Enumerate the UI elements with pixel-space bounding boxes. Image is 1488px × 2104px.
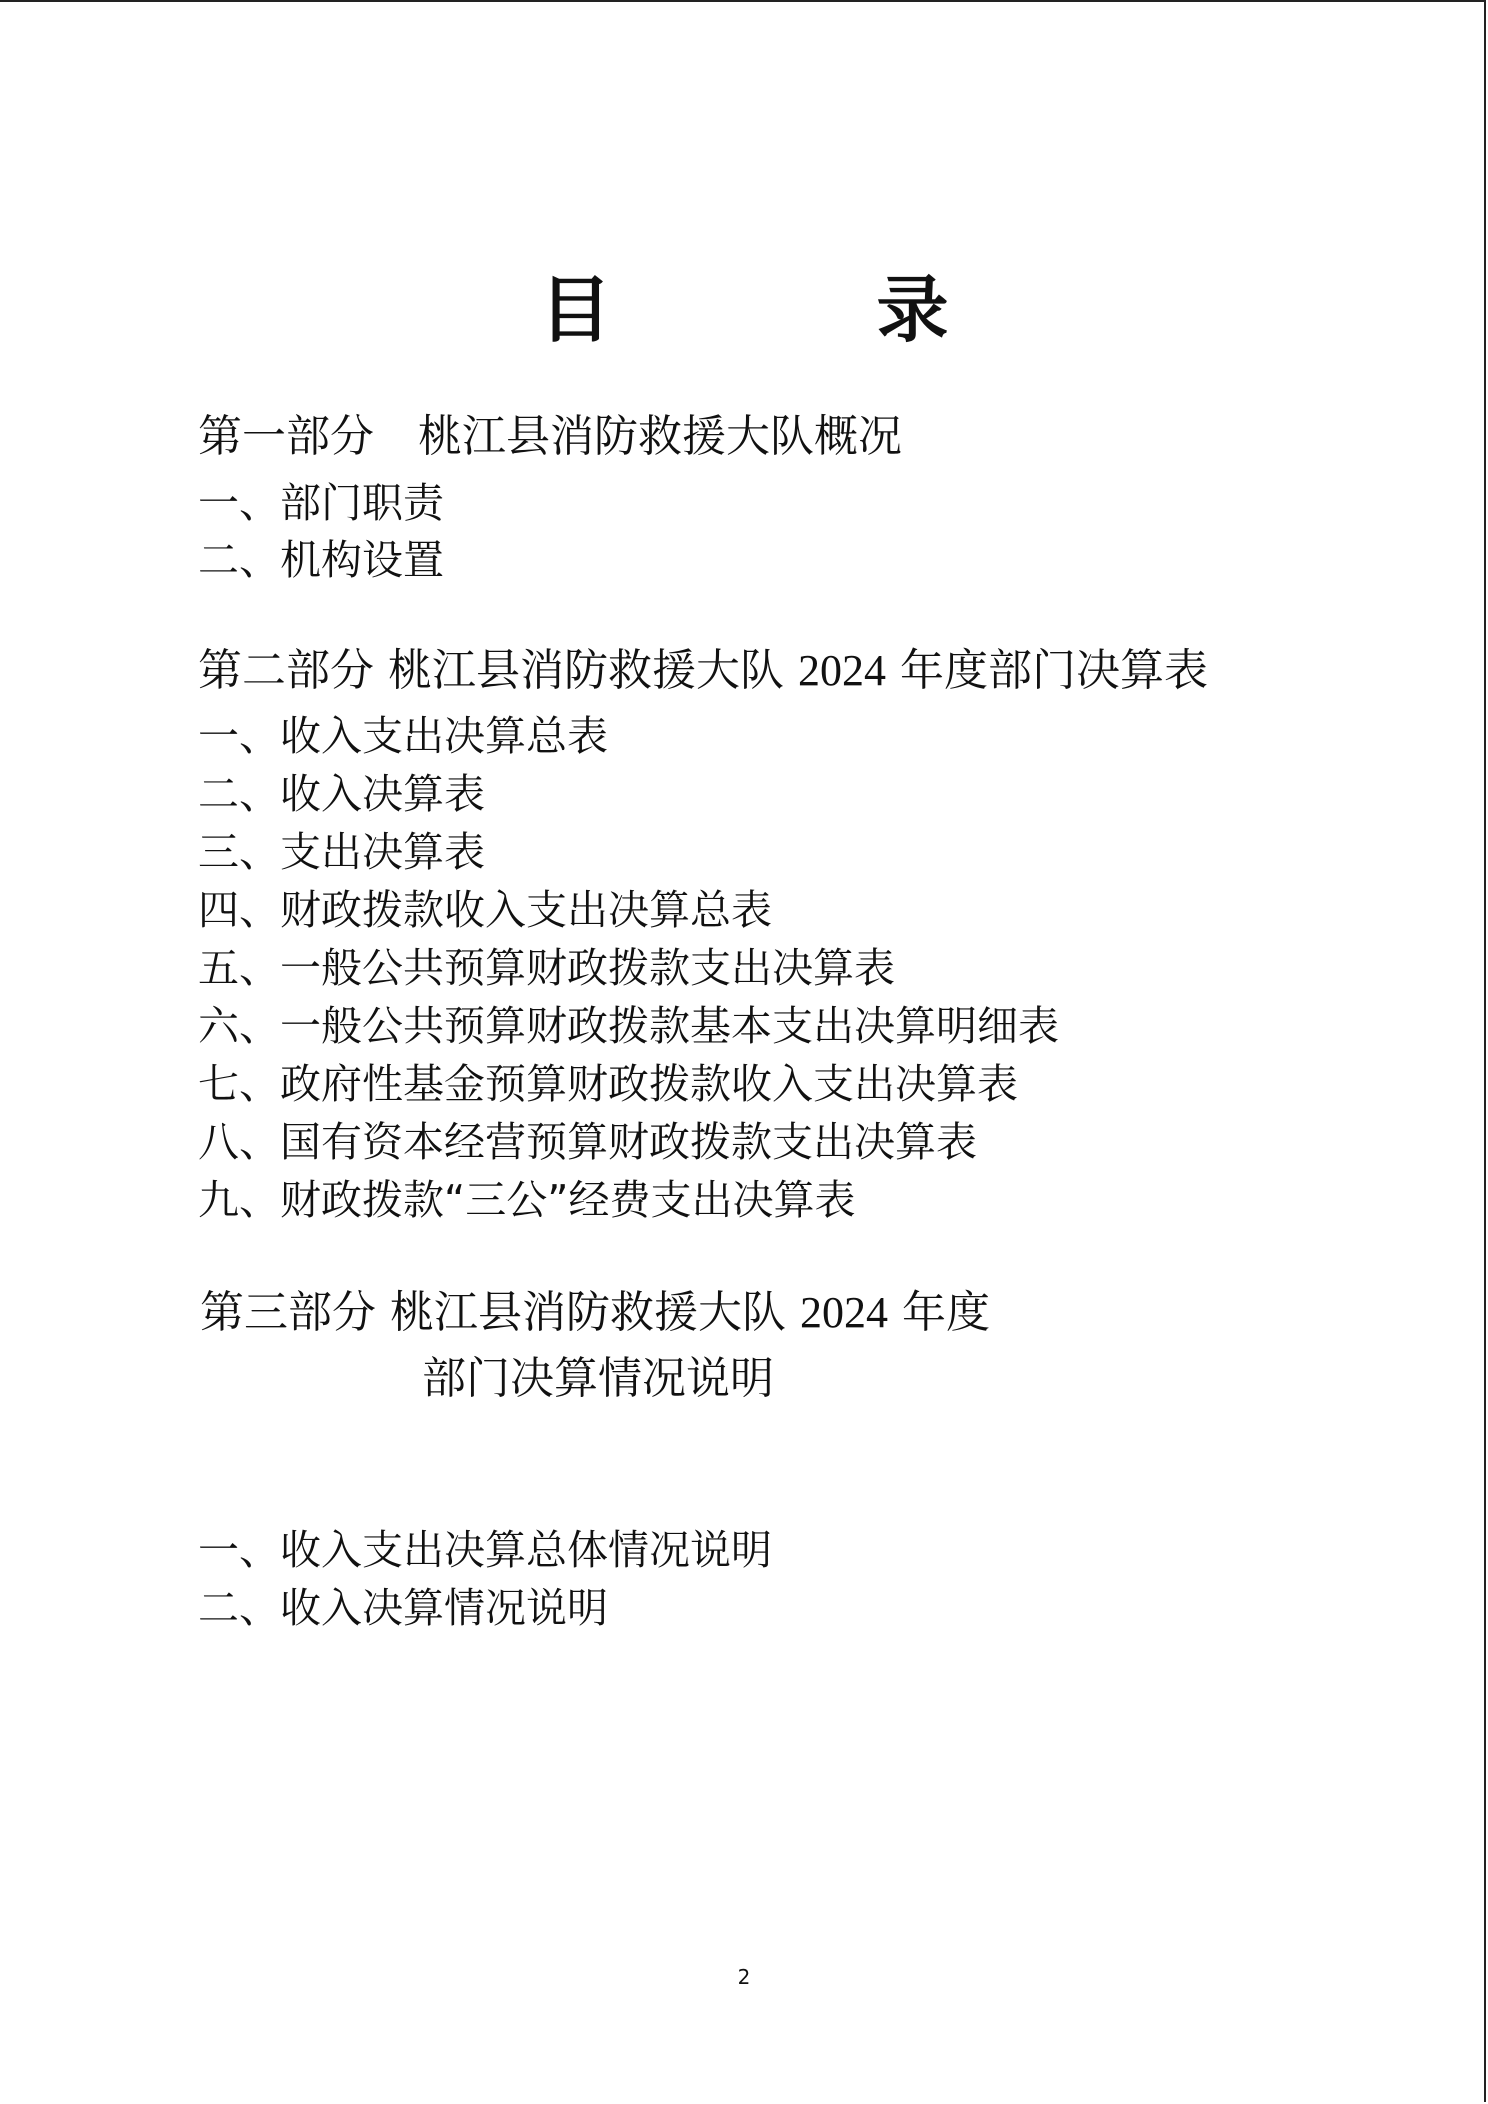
part3-heading (200, 1288, 990, 1338)
part3-heading-suffix: 年度 (887, 1287, 990, 1338)
toc-item: 一、部门职责 (198, 479, 444, 527)
part3-heading-line2: 部门决算情况说明 (422, 1353, 774, 1404)
toc-item: 二、收入决算情况说明 (198, 1584, 608, 1632)
toc-item: 五、一般公共预算财政拨款支出决算表 (198, 944, 895, 992)
toc-item: 一、收入支出决算总表 (198, 712, 608, 760)
toc-item: 一、收入支出决算总体情况说明 (198, 1526, 772, 1574)
toc-item: 二、机构设置 (198, 536, 444, 584)
part1-heading: 第一部分 桃江县消防救援大队概况 (198, 411, 902, 462)
toc-item: 二、收入决算表 (198, 770, 485, 818)
part2-heading-year: 2024 (797, 646, 886, 695)
page-title: 目 录 (539, 268, 1069, 352)
toc-item: 四、财政拨款收入支出决算总表 (198, 886, 772, 934)
part2-heading-suffix: 年度部门决算表 (885, 645, 1208, 696)
part2-heading (198, 646, 1208, 696)
toc-item: 九、财政拨款“三公”经费支出决算表 (198, 1176, 856, 1224)
toc-item: 六、一般公共预算财政拨款基本支出决算明细表 (198, 1002, 1059, 1050)
toc-item: 八、国有资本经营预算财政拨款支出决算表 (198, 1118, 977, 1166)
toc-item: 七、政府性基金预算财政拨款收入支出决算表 (198, 1060, 1018, 1108)
part3-heading-prefix: 第三部分 桃江县消防救援大队 (200, 1287, 800, 1338)
part2-heading-prefix: 第二部分 桃江县消防救援大队 (198, 645, 798, 696)
part3-heading-year: 2024 (799, 1288, 888, 1337)
page-number: 2 (737, 1965, 751, 1989)
toc-item: 三、支出决算表 (198, 828, 485, 876)
